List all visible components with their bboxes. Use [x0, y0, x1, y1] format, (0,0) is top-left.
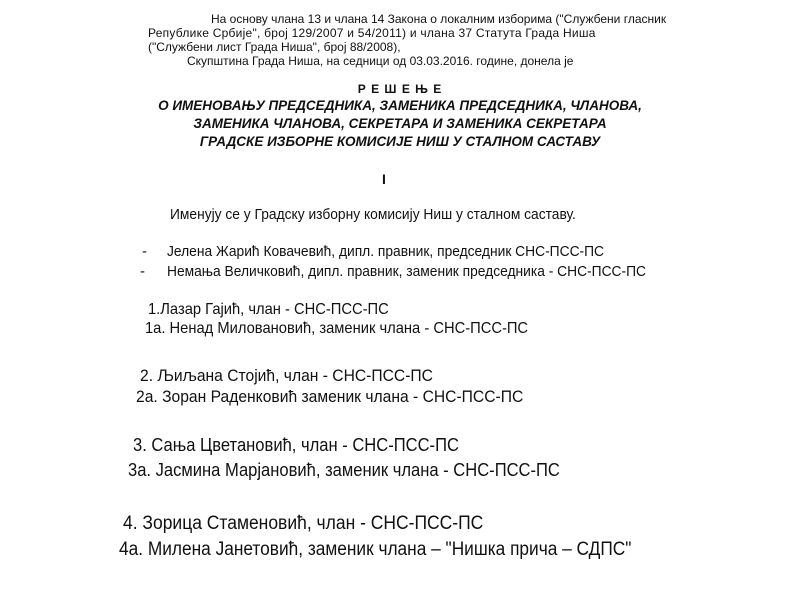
leader-bullet: - — [140, 263, 145, 280]
member-entry: 4а. Милена Јанетовић, заменик члана – "Нишка прича – СДПС" — [119, 539, 632, 560]
leader-president: Јелена Жарић Ковачевић, дипл. правник, председник СНС-ПСС-ПС — [167, 243, 605, 260]
member-entry: 3а. Јасмина Марјановић, заменик члана - СНС-ПСС-ПС — [128, 460, 560, 480]
member-entry: 3. Сања Цветановић, члан - СНС-ПСС-ПС — [133, 435, 459, 455]
title-line-2: О ИМЕНОВАЊУ ПРЕДСЕДНИКА, ЗАМЕНИКА ПРЕДСЕДНИКА, ЧЛАНОВА, — [158, 98, 642, 113]
intro-sentence: Именују се у Градску изборну комисију Ниш у сталном саставу. — [170, 206, 576, 223]
member-entry: 1.Лазар Гајић, члан - СНС-ПСС-ПС — [148, 301, 389, 318]
title-line-3: ЗАМЕНИКА ЧЛАНОВА, СЕКРЕТАРА И ЗАМЕНИКА СЕКРЕТАРА — [193, 116, 607, 131]
member-entry: 4. Зорица Стаменовић, члан - СНС-ПСС-ПС — [123, 513, 484, 534]
decision-heading: Р Е Ш Е Њ Е — [357, 82, 443, 96]
member-entry: 1а. Ненад Миловановић, заменик члана - СНС-ПСС-ПС — [145, 320, 529, 337]
title-line-4: ГРАДСКЕ ИЗБОРНЕ КОМИСИЈЕ НИШ У СТАЛНОМ САСТАВУ — [199, 134, 601, 149]
section-number: I — [382, 171, 386, 187]
leader-bullet: - — [142, 243, 147, 260]
preamble-line-4: Скупштина Града Ниша, на седници од 03.03.2016. године, донела је — [187, 54, 574, 68]
preamble-line-1: На основу члана 13 и члана 14 Закона о локалним изборима ("Службени гласник — [211, 12, 667, 26]
preamble-line-2: Републике Србије", број 129/2007 и 54/2011) и члана 37 Статута Града Ниша — [148, 26, 596, 40]
member-entry: 2. Љиљана Стојић, члан - СНС-ПСС-ПС — [140, 366, 433, 385]
member-entry: 2а. Зоран Раденковић заменик члана - СНС-ПСС-ПС — [136, 387, 524, 406]
leader-deputy-president: Немања Величковић, дипл. правник, заменик председника - СНС-ПСС-ПС — [167, 263, 646, 280]
preamble-line-3: ("Службени лист Града Ниша", број 88/2008), — [148, 40, 401, 54]
